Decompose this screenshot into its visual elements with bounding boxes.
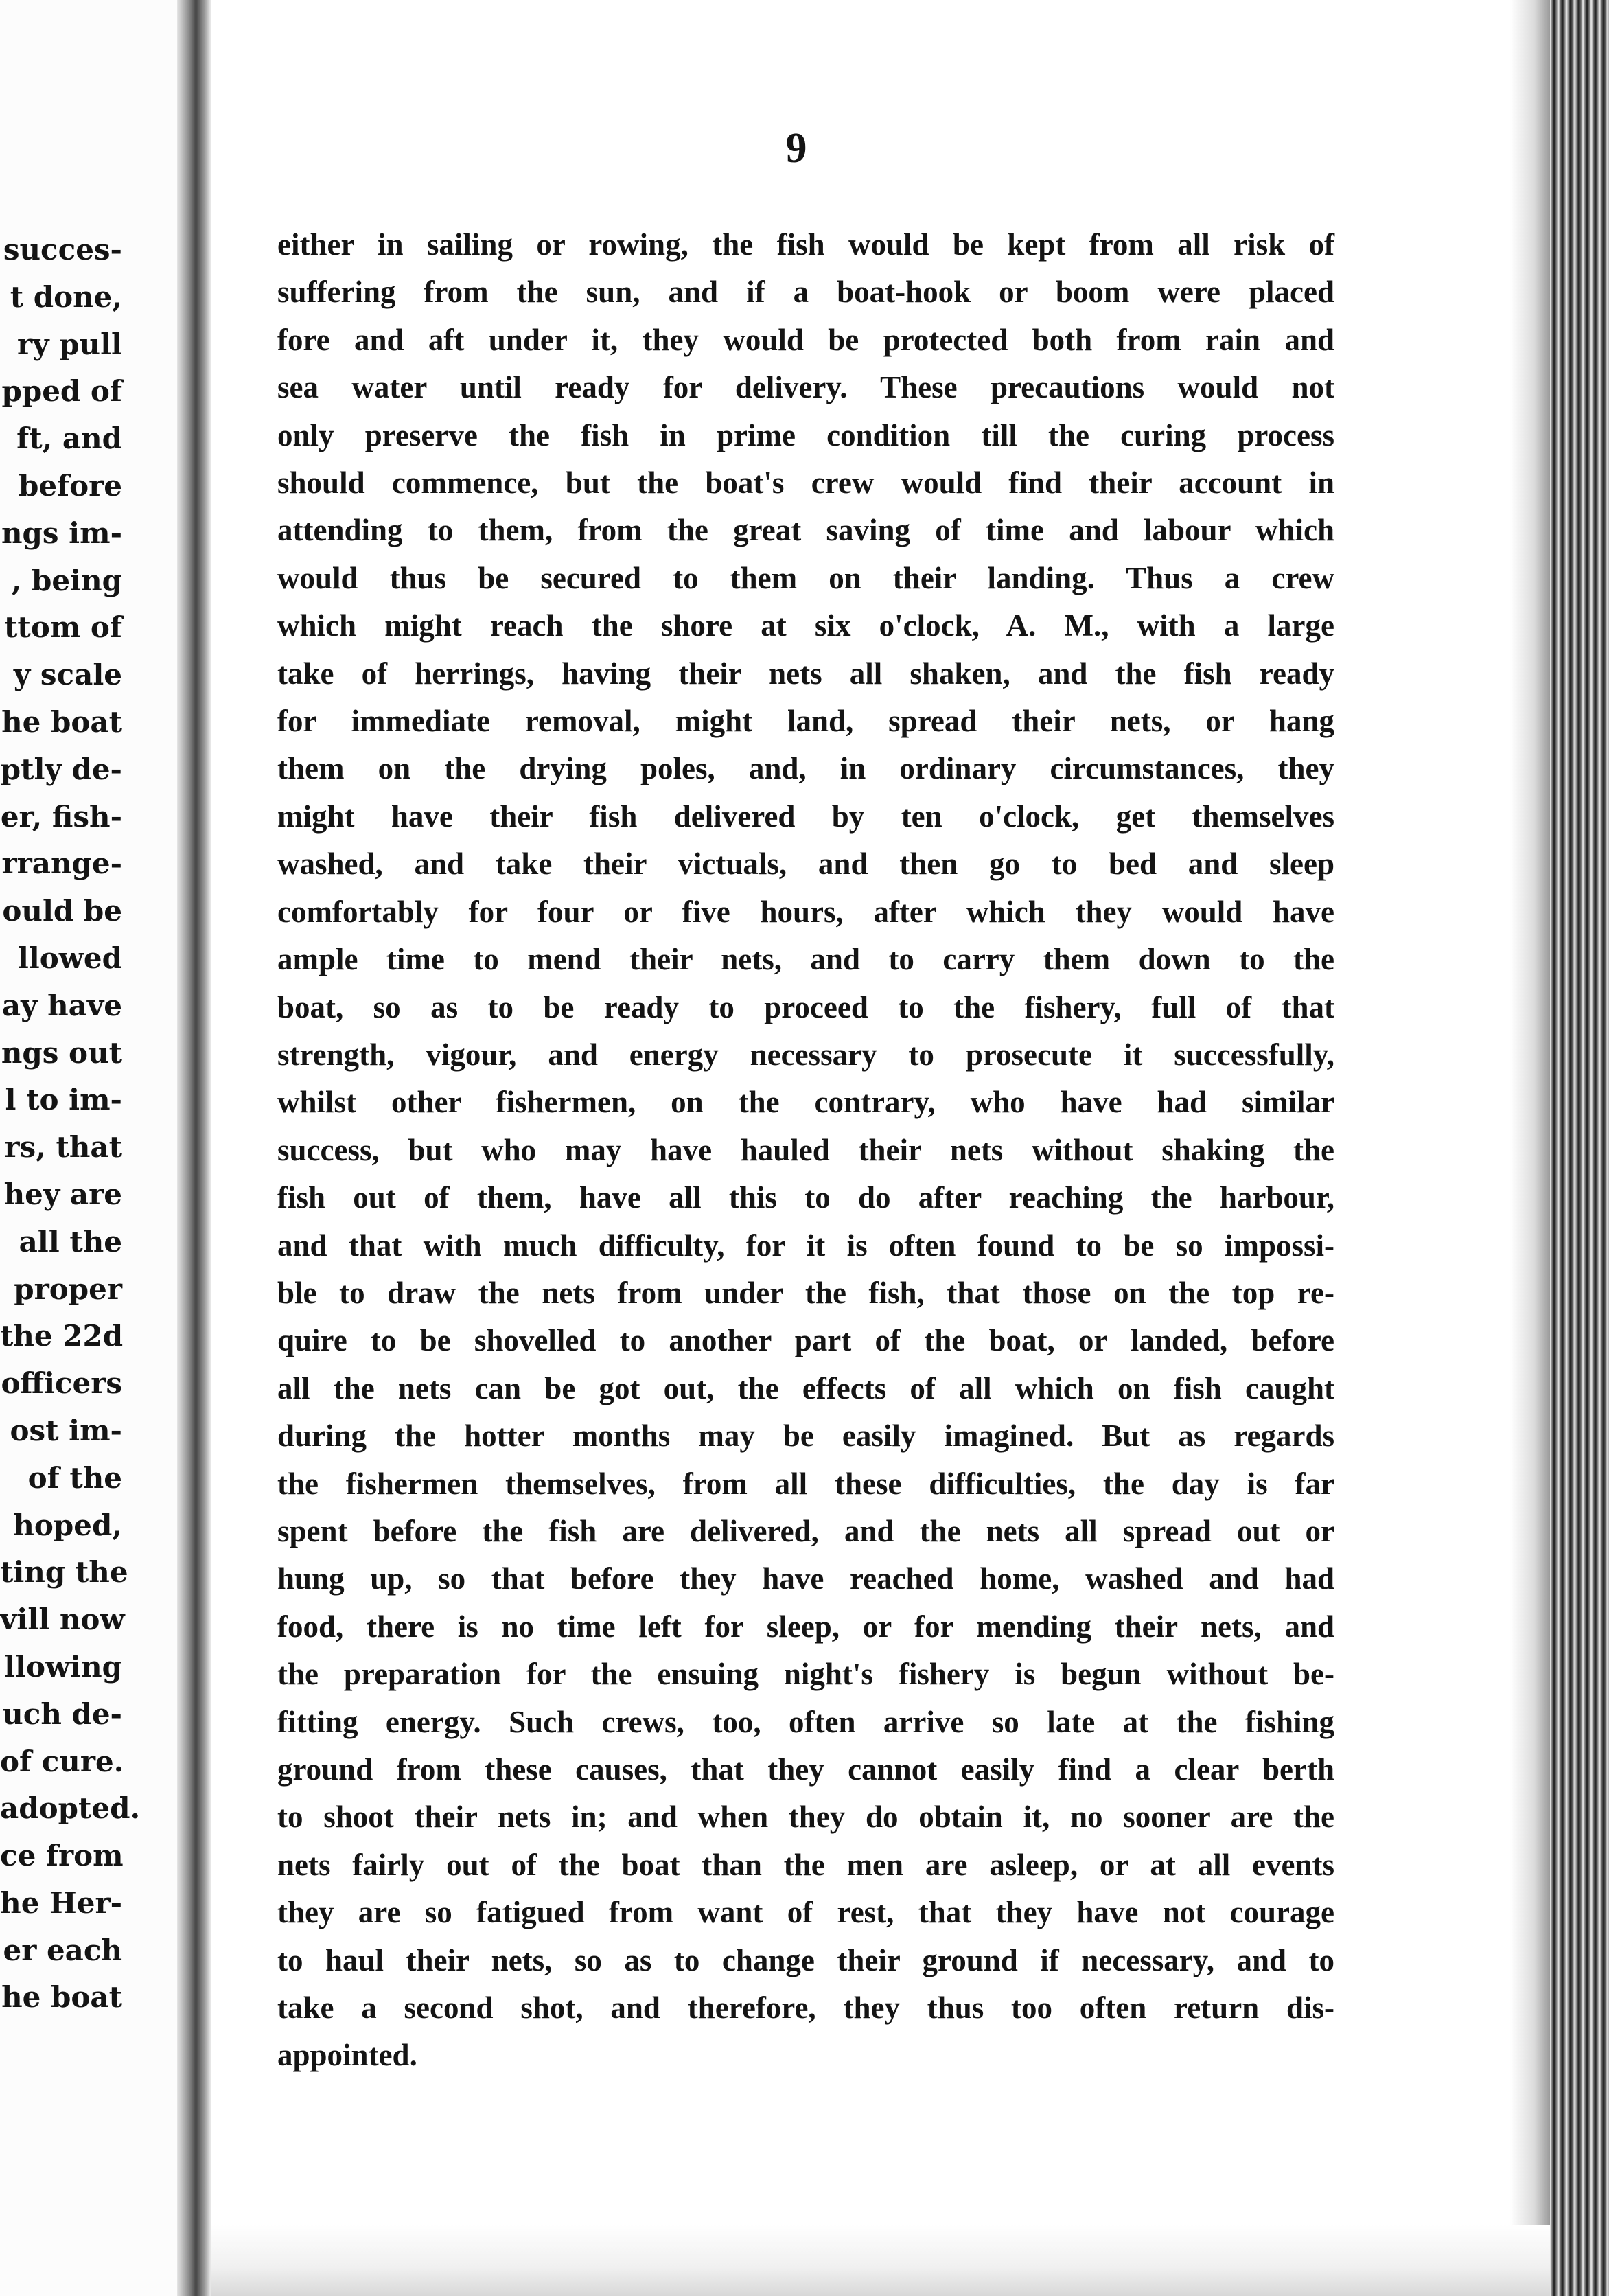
body-line: attending to them, from the great saving of time and labour which xyxy=(277,513,1334,548)
body-line: comfortably for four or five hours, after which they would have xyxy=(277,894,1334,929)
body-line: fore and aft under it, they would be protected both from rain and xyxy=(277,322,1334,357)
facing-page-line: rs, that xyxy=(4,1130,122,1164)
facing-page-line: t done, xyxy=(10,279,122,314)
facing-page-line: ould be xyxy=(2,894,122,928)
body-line: only preserve the fish in prime condition till the curing process xyxy=(277,417,1334,452)
facing-page-line: before xyxy=(18,468,122,503)
facing-page-line: , being xyxy=(11,563,122,597)
body-line: during the hotter months may be easily imagined. But as regards xyxy=(277,1419,1334,1454)
facing-page-line: of cure. xyxy=(0,1744,124,1778)
facing-page-line: ptly de- xyxy=(0,752,122,786)
facing-page-line: hoped, xyxy=(13,1508,122,1542)
page-bottom-shadow xyxy=(211,2225,1550,2296)
page-edge-shadow xyxy=(1510,0,1550,2296)
body-line: ample time to mend their nets, and to carry them down to the xyxy=(277,942,1334,977)
body-line: take a second shot, and therefore, they thus too often return dis- xyxy=(277,1990,1334,2025)
body-line: ble to draw the nets from under the fish, that those on the top re- xyxy=(277,1275,1334,1310)
facing-page-line: proper xyxy=(14,1272,122,1306)
body-line: success, but who may have hauled their nets without shaking the xyxy=(277,1132,1334,1167)
facing-page-line: llowing xyxy=(4,1649,122,1684)
body-line: ground from these causes, that they cannot easily find a clear berth xyxy=(277,1752,1334,1787)
body-line: nets fairly out of the boat than the men are asleep, or at all events xyxy=(277,1847,1334,1882)
book-gutter xyxy=(177,0,211,2296)
facing-page xyxy=(0,0,177,2296)
facing-page-line: succes- xyxy=(3,233,122,266)
body-line: to haul their nets, so as to change their ground if necessary, and to xyxy=(277,1942,1334,1977)
body-line: take of herrings, having their nets all shaken, and the fish ready xyxy=(277,656,1334,691)
body-line: suffering from the sun, and if a boat-hook or boom were placed xyxy=(277,275,1334,310)
facing-page-line: er each xyxy=(3,1933,122,1967)
body-line: either in sailing or rowing, the fish would be kept from all risk of xyxy=(277,227,1334,262)
body-line: strength, vigour, and energy necessary to prosecute it successfully, xyxy=(277,1037,1334,1072)
facing-page-line: he boat xyxy=(1,704,122,739)
facing-page-line: of the xyxy=(27,1460,122,1495)
body-line: fitting energy. Such crews, too, often arrive so late at the fishing xyxy=(277,1704,1334,1739)
body-line: they are so fatigued from want of rest, that they have not courage xyxy=(277,1895,1334,1930)
body-line: would thus be secured to them on their landing. Thus a crew xyxy=(277,560,1334,595)
page-body-text xyxy=(277,221,1334,2080)
body-line: whilst other fishermen, on the contrary, who have had similar xyxy=(277,1085,1334,1120)
body-line: to shoot their nets in; and when they do obtain it, no sooner are the xyxy=(277,1800,1334,1835)
facing-page-line: officers xyxy=(1,1366,122,1401)
body-line: them on the drying poles, and, in ordinary circumstances, they xyxy=(277,751,1334,786)
body-line: spent before the fish are delivered, and the nets all spread out or xyxy=(277,1513,1334,1548)
page-stack-edge xyxy=(1550,0,1609,2296)
facing-page-line: y scale xyxy=(13,658,122,692)
body-line: for immediate removal, might land, spread their nets, or hang xyxy=(277,704,1334,739)
body-line: the fishermen themselves, from all these difficulties, the day is far xyxy=(277,1466,1334,1501)
facing-page-line: hey are xyxy=(3,1177,122,1211)
body-line: boat, so as to be ready to proceed to the fishery, full of that xyxy=(277,989,1334,1024)
facing-page-line: he Her- xyxy=(0,1885,122,1920)
facing-page-line: uch de- xyxy=(2,1697,122,1731)
body-line: fish out of them, have all this to do after reaching the harbour, xyxy=(277,1180,1334,1215)
facing-page-line: ce from xyxy=(0,1839,124,1873)
facing-page-line: ngs out xyxy=(1,1035,122,1070)
body-line: the preparation for the ensuing night's fishery is begun without be- xyxy=(277,1657,1334,1692)
body-line: washed, and take their victuals, and then go to bed and sleep xyxy=(277,847,1334,882)
facing-page-line: er, fish- xyxy=(0,799,122,834)
facing-page-line: ost im- xyxy=(10,1413,122,1447)
facing-page-line: he boat xyxy=(1,1980,122,2014)
body-line: hung up, so that before they have reached home, washed and had xyxy=(277,1561,1334,1596)
body-line: might have their fish delivered by ten o'clock, get themselves xyxy=(277,799,1334,834)
facing-page-line: l to im- xyxy=(5,1083,122,1117)
facing-page-line: ttom of xyxy=(4,610,122,645)
facing-page-line: rrange- xyxy=(1,847,122,881)
body-line: quire to be shovelled to another part of the boat, or landed, before xyxy=(277,1323,1334,1358)
facing-page-line: ry pull xyxy=(17,327,122,361)
body-line: appointed. xyxy=(277,2038,417,2073)
body-line: sea water until ready for delivery. These precautions would not xyxy=(277,370,1334,405)
facing-page-line: ft, and xyxy=(16,422,122,456)
facing-page-line: adopted. xyxy=(0,1791,141,1826)
facing-page-line: ngs im- xyxy=(1,516,122,550)
facing-page-line: the 22d xyxy=(0,1319,124,1353)
body-line: should commence, but the boat's crew would find their account in xyxy=(277,466,1334,501)
facing-page-line: ay have xyxy=(1,988,122,1022)
body-line: food, there is no time left for sleep, or for mending their nets, and xyxy=(277,1609,1334,1644)
facing-page-line: ting the xyxy=(0,1555,128,1589)
body-line: all the nets can be got out, the effects of all which on fish caught xyxy=(277,1370,1334,1405)
body-line: which might reach the shore at six o'clock, A. M., with a large xyxy=(277,608,1334,643)
facing-page-line: vill now xyxy=(0,1603,125,1637)
facing-page-line: llowed xyxy=(17,941,122,975)
body-line: and that with much difficulty, for it is often found to be so impossi- xyxy=(277,1228,1334,1263)
facing-page-line: pped of xyxy=(1,374,122,409)
page-number: 9 xyxy=(785,125,807,172)
facing-page-text xyxy=(0,227,141,2021)
facing-page-line: all the xyxy=(19,1224,122,1259)
